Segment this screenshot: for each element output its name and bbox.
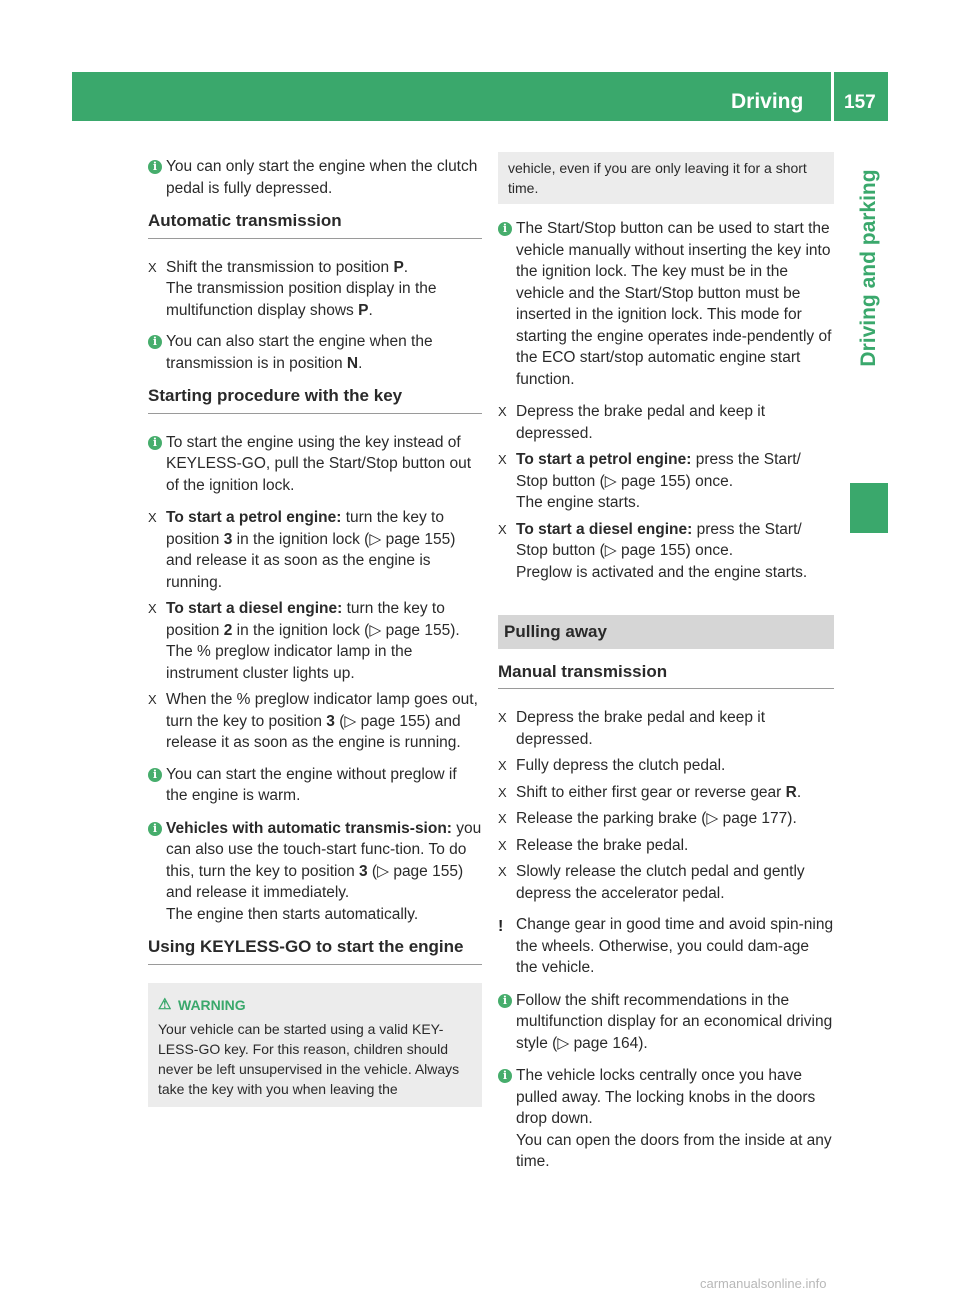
step-item: X To start a petrol engine: press the Start/ Stop button (▷ page 155) once. The engine starts.: [498, 451, 801, 511]
step-arrow-icon: X: [498, 811, 507, 826]
watermark: carmanualsonline.info: [700, 1276, 827, 1291]
info-icon: i: [498, 1069, 512, 1083]
exclamation-icon: !: [498, 918, 504, 935]
step-item: X Release the parking brake (▷ page 177).: [498, 808, 834, 830]
warning-text: Your vehicle can be started using a valid KEY-LESS-GO key. For this reason, children should never be left unsupervised in the vehicle. Always take the key with you when leaving the: [158, 1020, 460, 1097]
step-item: X When the % preglow indicator lamp goes out, turn the key to position 3 (▷ page 155) and release it as soon as the engine is running.: [148, 691, 478, 751]
info-icon: i: [498, 994, 512, 1008]
side-tab: [850, 120, 888, 410]
info-note: i Vehicles with automatic transmis-sion: you can also use the touch-start func-tion. To do this, turn the key to position 3 (▷ page 155) and release it immediately. The engine then starts automatically.: [148, 818, 482, 926]
info-note: i The vehicle locks centrally once you have pulled away. The locking knobs in the doors drop down. You can open the doors from the inside at any time.: [498, 1065, 834, 1173]
side-tab-label: Driving and parking: [857, 169, 880, 367]
step-arrow-icon: X: [498, 710, 507, 725]
step-arrow-icon: X: [498, 837, 507, 853]
info-icon: i: [148, 822, 162, 836]
step-item: X Fully depress the clutch pedal.: [498, 755, 834, 777]
step-arrow-icon: X: [148, 259, 157, 275]
side-tab-marker: [850, 483, 888, 533]
info-note: i The Start/Stop button can be used to start the vehicle manually without inserting the key into the ignition lock. The key must be in the vehicle and the Start/Stop button must be inserted in the ignition lock. This mode for starting the engine operates inde-pendently of the ECO start/stop automatic engine start function.: [498, 218, 834, 390]
section-title: Driving: [731, 90, 804, 113]
info-icon: i: [148, 436, 162, 450]
step-arrow-icon: X: [498, 784, 507, 800]
step-item: X Release the brake pedal.: [498, 835, 834, 857]
heading-keyless-go: Using KEYLESS-GO to start the engine: [148, 936, 482, 965]
heading-automatic-transmission: Automatic transmission: [148, 210, 482, 239]
step-item: X To start a diesel engine: press the Start/ Stop button (▷ page 155) once. Preglow is activated and the engine starts.: [498, 520, 808, 581]
step-item: X To start a diesel engine: turn the key to position 2 in the ignition lock (▷ page 155). The % preglow indicator lamp in the instrument cluster lights up.: [148, 600, 460, 682]
info-note: i You can start the engine without preglow if the engine is warm.: [148, 764, 482, 807]
step-item: X Depress the brake pedal and keep it depressed.: [498, 709, 766, 748]
header-divider: [831, 72, 834, 121]
warning-title: ⚠ WARNING: [158, 995, 246, 1013]
info-note: i Follow the shift recommendations in the multifunction display for an economical driving style (▷ page 164).: [498, 990, 834, 1055]
step-item: X Slowly release the clutch pedal and gently depress the accelerator pedal.: [498, 863, 805, 902]
heading-pulling-away: Pulling away: [498, 615, 834, 649]
heading-starting-with-key: Starting procedure with the key: [148, 385, 482, 414]
info-icon: i: [148, 335, 162, 349]
info-note: i To start the engine using the key instead of KEYLESS-GO, pull the Start/Stop button out of the ignition lock.: [148, 432, 482, 497]
warning-continued: vehicle, even if you are only leaving it for a short time.: [498, 152, 834, 204]
info-icon: i: [498, 222, 512, 236]
step-arrow-icon: X: [498, 758, 507, 773]
step-arrow-icon: X: [498, 404, 507, 419]
warning-box: [148, 983, 482, 1107]
left-column: [148, 156, 482, 1107]
step-arrow-icon: X: [148, 692, 157, 707]
step-arrow-icon: X: [148, 601, 157, 616]
step-arrow-icon: X: [148, 510, 157, 525]
step-arrow-icon: X: [498, 521, 507, 537]
heading-manual-transmission: Manual transmission: [498, 661, 834, 690]
step-arrow-icon: X: [498, 864, 507, 879]
info-icon: i: [148, 160, 162, 174]
right-column: [498, 152, 834, 1184]
warning-icon: ⚠: [158, 995, 172, 1013]
caution-note: ! Change gear in good time and avoid spin-ning the wheels. Otherwise, you could dam-age the vehicle.: [498, 916, 834, 976]
step-item: X Shift to either first gear or reverse gear R.: [498, 782, 834, 804]
step-item: X Depress the brake pedal and keep it depressed.: [498, 403, 766, 442]
info-note: i You can only start the engine when the clutch pedal is fully depressed.: [148, 156, 482, 199]
step-item: X To start a petrol engine: turn the key to position 3 in the ignition lock (▷ page 155) and release it as soon as the engine is running.: [148, 509, 456, 591]
info-icon: i: [148, 768, 162, 782]
info-note: i You can also start the engine when the transmission is in position N.: [148, 331, 482, 374]
page-number: 157: [844, 92, 876, 113]
step-item: X Shift the transmission to position P. The transmission position display in the multifunction display shows P.: [148, 258, 437, 319]
step-arrow-icon: X: [498, 452, 507, 467]
